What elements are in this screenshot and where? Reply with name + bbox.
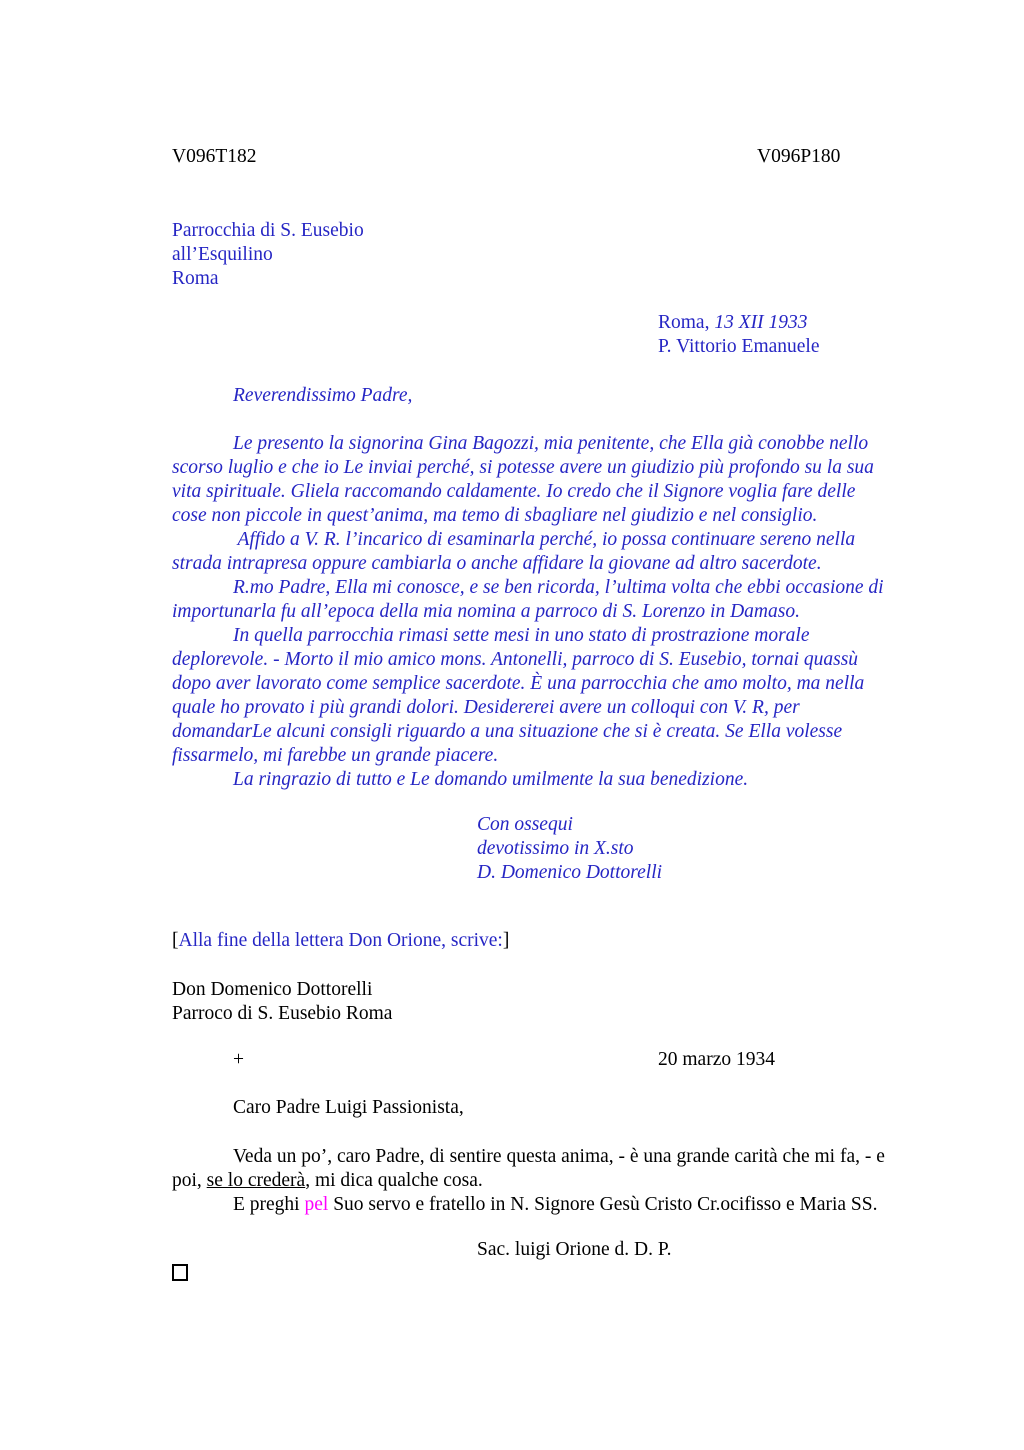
text-line: D. Domenico Dottorelli [477, 862, 663, 883]
letterhead [172, 219, 364, 291]
signature-line: Sac. luigi Orione d. D. P. [477, 1239, 672, 1260]
text-line: cose non piccole in quest’anima, ma temo di sbagliare nel giudizio e nel consiglio. [172, 505, 818, 526]
body-paragraph [172, 432, 884, 528]
body-paragraph [172, 768, 884, 792]
text-line: scorso luglio e che io Le inviai perché, si potesse avere un giudizio più profondo su la sua [172, 457, 874, 478]
bracket-open: [ [172, 930, 179, 951]
annotation-text-line: Veda un po’, caro Padre, di sentire questa anima, - è una grande carità che mi fa, - e [233, 1146, 885, 1167]
text-line: Parroco di S. Eusebio Roma [172, 1003, 393, 1024]
editor-note [172, 929, 509, 953]
prayer-prefix: E preghi [233, 1194, 305, 1215]
text-line: Le presento la signorina Gina Bagozzi, mia penitente, che Ella già conobbe nello [233, 433, 869, 454]
date-value: 13 XII 1933 [714, 312, 808, 333]
annotation-text-line [172, 1169, 885, 1193]
text-line: Don Domenico Dottorelli [172, 979, 373, 1000]
text-line: fissarmelo, mi farebbe un grande piacere. [172, 745, 499, 766]
prayer-line [233, 1193, 878, 1217]
archive-code-left: V096T182 [172, 146, 257, 167]
text-line: quale ho provato i più grandi dolori. Desidererei avere un colloqui con V. R, per [172, 697, 800, 718]
body-paragraph [172, 624, 884, 768]
text-line: Con ossequi [477, 814, 573, 835]
date-block [658, 311, 820, 359]
closing-block [477, 813, 662, 885]
empty-square-glyph [172, 1264, 188, 1281]
text-line: strada intrapresa oppure cambiarla o anche affidare la giovane ad altro sacerdote. [172, 553, 822, 574]
annotation-line2-suffix: , mi dica qualche cosa. [305, 1170, 483, 1191]
text-line: all’Esquilino [172, 244, 273, 265]
date-line [658, 311, 820, 335]
text-line: Roma [172, 268, 219, 289]
text-line: deplorevole. - Morto il mio amico mons. Antonelli, parroco di S. Eusebio, tornai quassù [172, 649, 859, 670]
text-line: vita spirituale. Gliela raccomando caldamente. Io credo che il Signore voglia fare delle [172, 481, 856, 502]
bracket-close: ] [502, 930, 510, 951]
letter-body [172, 432, 884, 792]
text-line: R.mo Padre, Ella mi conosce, e se ben ricorda, l’ultima volta che ebbi occasione di [233, 577, 884, 598]
archive-code-right: V096P180 [757, 146, 841, 167]
highlighted-word: pel [304, 1194, 329, 1215]
text-line: importunarla fu all’epoca della mia nomina a parroco di S. Lorenzo in Damaso. [172, 601, 800, 622]
text-line: Affido a V. R. l’incarico di esaminarla perché, io possa continuare sereno nella [233, 529, 856, 550]
date-place: Roma, [658, 312, 715, 333]
underlined-phrase: se lo crederà [206, 1170, 306, 1191]
annotation-date: 20 marzo 1934 [658, 1049, 775, 1070]
letter-salutation: Reverendissimo Padre, [233, 385, 413, 406]
text-line: Parrocchia di S. Eusebio [172, 220, 364, 241]
annotation-line2-prefix: poi, [172, 1170, 207, 1191]
text-line: domandarLe alcuni consigli riguardo a una situazione che si è creata. Se Ella volesse [172, 721, 843, 742]
body-paragraph [172, 528, 884, 576]
sender-line: P. Vittorio Emanuele [658, 336, 820, 357]
cross-mark: + [233, 1049, 244, 1070]
text-line: In quella parrocchia rimasi sette mesi in uno stato di prostrazione morale [233, 625, 810, 646]
annotation-paragraph [172, 1145, 885, 1193]
body-paragraph [172, 576, 884, 624]
author-block [172, 978, 392, 1026]
text-line: La ringrazio di tutto e Le domando umilmente la sua benedizione. [233, 769, 749, 790]
text-line: devotissimo in X.sto [477, 838, 634, 859]
prayer-suffix: Suo servo e fratello in N. Signore Gesù Cristo Cr.ocifisso e Maria SS. [328, 1194, 878, 1215]
text-line: dopo aver lavorato come semplice sacerdote. È una parrocchia che amo molto, ma nella [172, 673, 865, 694]
editor-note-text: Alla fine della lettera Don Orione, scrive: [178, 930, 503, 951]
annotation-salutation: Caro Padre Luigi Passionista, [233, 1097, 464, 1118]
